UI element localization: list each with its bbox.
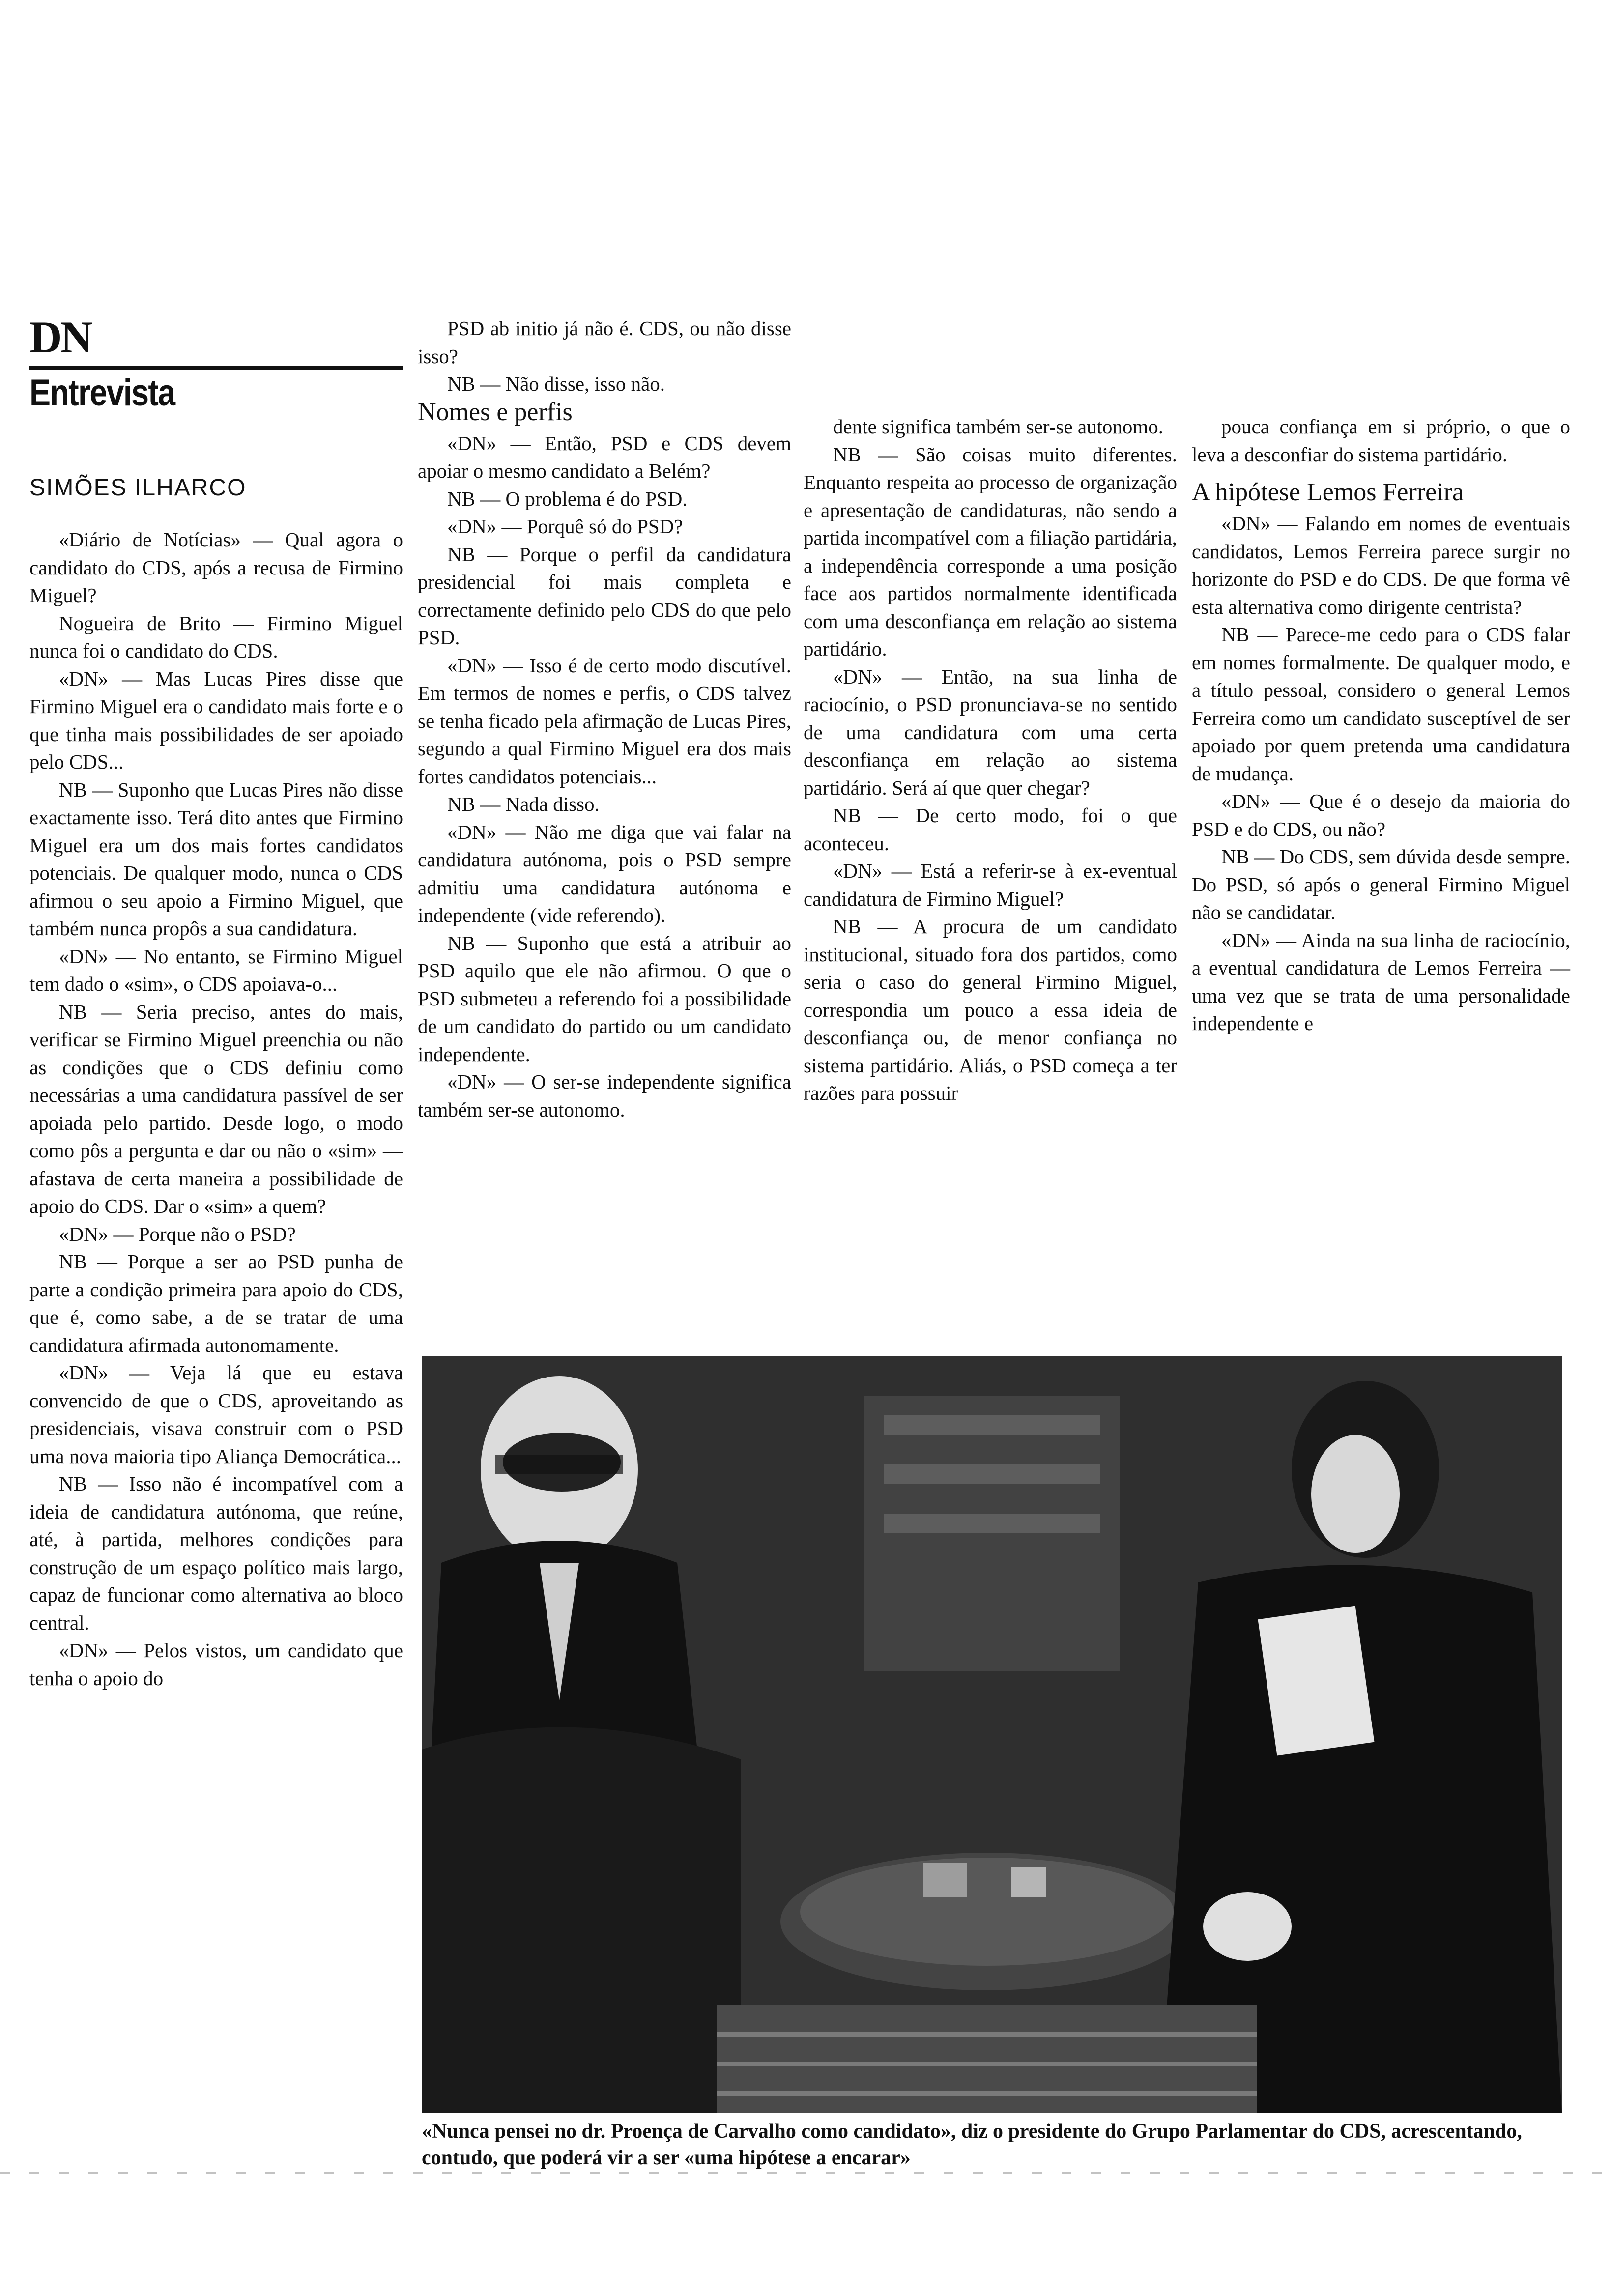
paragraph: NB — Porque a ser ao PSD punha de parte a condição primeira para apoio do CDS, que é, como sabe, a de se tratar de uma candidatura afirmada autonomamente. (29, 1250, 403, 1356)
paragraph: pouca confiança em si próprio, o que o leva a desconfiar do sistema partidário. (1192, 415, 1570, 466)
paragraph: dente significa também ser-se autonomo. (833, 415, 1164, 438)
paragraph: PSD ab initio já não é. CDS, ou não disse isso? (418, 317, 791, 368)
interview-photo (422, 1356, 1562, 2113)
paragraph: «DN» — Então, PSD e CDS devem apoiar o mesmo candidato a Belém? (418, 431, 791, 482)
paragraph: «DN» — Mas Lucas Pires disse que Firmino Miguel era o candidato mais forte e o que tinha mais possibilidades de ser apoiado pelo CDS... (29, 667, 403, 773)
paragraph: NB — Isso não é incompatível com a ideia de candidatura autónoma, que reúne, até, à partida, melhores condições para construção de um espaço político mais largo, capaz de funcionar como alternativa ao bloco central. (29, 1472, 403, 1634)
paragraph: «DN» — Pelos vistos, um candidato que tenha o apoio do (29, 1639, 403, 1690)
paragraph: NB — São coisas muito diferentes. Enquanto respeita ao processo de organização e apresentação de candidaturas, não sendo a partida incompatível com a filiação partidária, a independência corresponde a uma posição face aos partidos normalmente identificada com uma desconfiança em relação ao sistema partidário. (804, 443, 1177, 660)
photo-interview-icon (422, 1356, 1562, 2113)
paragraph: NB — Não disse, isso não. (447, 373, 665, 395)
column-1 (29, 526, 403, 1692)
paragraph: NB — Suponho que Lucas Pires não disse exactamente isso. Terá dito antes que Firmino Miguel era um dos mais fortes candidatos potenciais. De qualquer modo, nunca o CDS afirmou o seu apoio a Firmino Miguel, que também nunca propôs a sua candidatura. (29, 778, 403, 940)
masthead (29, 312, 403, 414)
subhead: Nomes e perfis (418, 398, 573, 426)
paragraph: NB — Porque o perfil da candidatura presidencial foi mais completa e correctamente definido pelo CDS do que pelo PSD. (418, 543, 791, 649)
paragraph: «DN» — Veja lá que eu estava convencido de que o CDS, aproveitando as presidenciais, visava construir com o PSD uma nova maioria tipo Aliança Democrática... (29, 1361, 403, 1467)
paragraph: NB — O problema é do PSD. (447, 487, 688, 510)
paragraph: «DN» — Falando em nomes de eventuais candidatos, Lemos Ferreira parece surgir no horizonte do PSD e do CDS. De que forma vê esta alternativa como dirigente centrista? (1192, 512, 1570, 618)
paragraph: «DN» — No entanto, se Firmino Miguel tem dado o «sim», o CDS apoiava-o... (29, 945, 403, 995)
column-4 (1192, 413, 1570, 1037)
paragraph: NB — Nada disso. (447, 793, 600, 815)
column-3 (804, 413, 1177, 1107)
paragraph: NB — Seria preciso, antes do mais, verificar se Firmino Miguel preenchia ou não as condições que o CDS definiu como necessárias a uma candidatura passível de ser apoiada pelo partido. Desde logo, o modo como pôs a pergunta e dar ou não o «sim» — afastava de certa maneira a possibilidade de apoio do CDS. Dar o «sim» a quem? (29, 1000, 403, 1217)
subhead: A hipótese Lemos Ferreira (1192, 478, 1464, 506)
byline: SIMÕES ILHARCO (29, 475, 247, 501)
paragraph: «DN» — O ser-se independente significa também ser-se autonomo. (418, 1070, 791, 1121)
paragraph: «DN» — Porque não o PSD? (59, 1222, 296, 1245)
paragraph: NB — A procura de um candidato institucional, situado fora dos partidos, como seria o caso do general Firmino Miguel, correspondia um pouco a essa ideia de desconfiança ou, de menor confiança no sistema partidário. Aliás, o PSD começa a ter razões para possuir (804, 915, 1177, 1104)
paragraph: «DN» — Que é o desejo da maioria do PSD e do CDS, ou não? (1192, 790, 1570, 840)
paragraph: NB — Suponho que está a atribuir ao PSD aquilo que ele não afirmou. O que o PSD submeteu a referendo foi a possibilidade de um candidato do partido ou um candidato independente. (418, 931, 791, 1065)
photo-caption: «Nunca pensei no dr. Proença de Carvalho como candidato», diz o presidente do Grupo Parlamentar do CDS, acrescentando, contudo, que poderá vir a ser «uma hipótese a encarar» (422, 2120, 1522, 2169)
paragraph: «DN» — Isso é de certo modo discutível. Em termos de nomes e perfis, o CDS talvez se tenha ficado pela afirmação de Lucas Pires, segundo a qual Firmino Miguel era dos mais fortes candidatos potenciais... (418, 654, 791, 788)
scan-noise-divider (0, 2172, 1612, 2174)
paragraph: «DN» — Porquê só do PSD? (447, 515, 683, 538)
paragraph: «DN» — Ainda na sua linha de raciocínio, a eventual candidatura de Lemos Ferreira — uma vez que se trata de uma personalidade independente e (1192, 928, 1570, 1034)
paragraph: «DN» — Não me diga que vai falar na candidatura autónoma, pois o PSD sempre admitiu uma candidatura autónoma e independente (vide referendo). (418, 820, 791, 926)
paragraph: «DN» — Então, na sua linha de raciocínio, o PSD pronunciava-se no sentido de uma candidatura com uma certa desconfiança em relação ao sistema partidário. Será aí que quer chegar? (804, 665, 1177, 799)
newspaper-logo: DN (29, 312, 91, 362)
masthead-rule (29, 366, 403, 370)
paragraph: NB — Do CDS, sem dúvida desde sempre. Do PSD, só após o general Firmino Miguel não se candidatar. (1192, 845, 1570, 923)
paragraph: NB — De certo modo, foi o que aconteceu. (804, 804, 1177, 855)
paragraph: Nogueira de Brito — Firmino Miguel nunca foi o candidato do CDS. (29, 611, 403, 662)
paragraph: «Diário de Notícias» — Qual agora o candidato do CDS, após a recusa de Firmino Miguel? (29, 528, 403, 606)
paragraph: NB — Parece-me cedo para o CDS falar em nomes formalmente. De qualquer modo, e a título pessoal, considero o general Lemos Ferreira como um candidato susceptível de ser apoiado por quem pretenda uma candidatura de mudança. (1192, 623, 1570, 785)
paragraph: «DN» — Está a referir-se à ex-eventual candidatura de Firmino Miguel? (804, 860, 1177, 910)
section-title: Entrevista (29, 372, 175, 414)
column-2 (418, 315, 791, 1123)
